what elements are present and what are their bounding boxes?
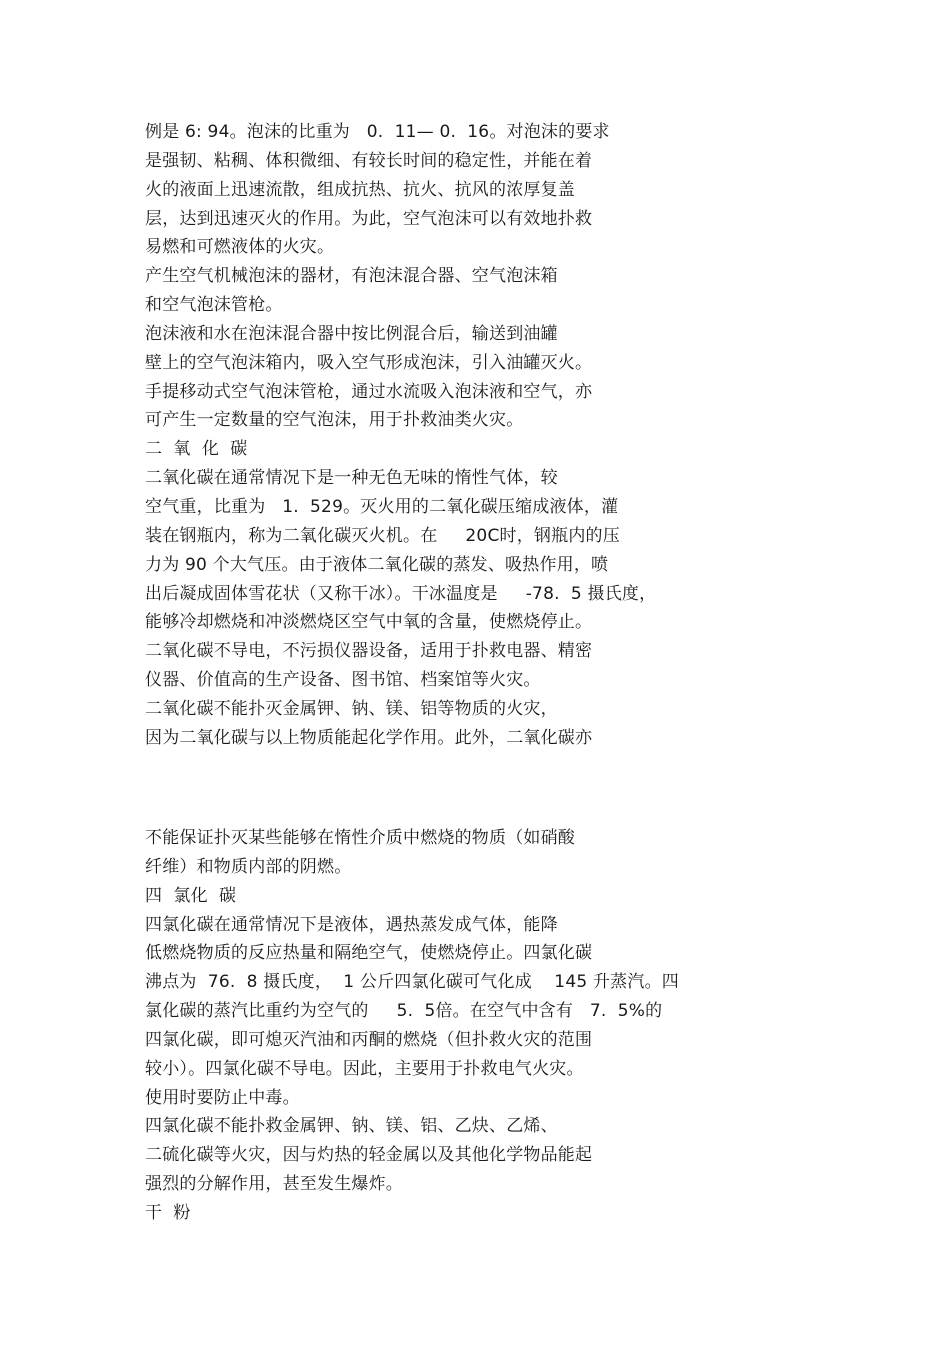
text-line: 火的液面上迅速流散，组成抗热、抗火、抗风的浓厚复盖 xyxy=(145,179,575,200)
text-block-top xyxy=(145,118,705,753)
text-line: 易燃和可燃液体的火灾。 xyxy=(145,237,335,258)
text-line: 装在钢瓶内，称为二氧化碳灭火机。在 20C时，钢瓶内的压 xyxy=(145,525,620,546)
text-line: 空气重，比重为 1. 529。灭火用的二氧化碳压缩成液体，灌 xyxy=(145,496,619,517)
text-line: 氯化碳的蒸汽比重约为空气的 5. 5倍。在空气中含有 7. 5%的 xyxy=(145,1001,663,1022)
text-line: 二氧化碳不导电，不污损仪器设备，适用于扑救电器、精密 xyxy=(145,641,593,662)
text-block-bottom xyxy=(145,824,705,1228)
text-line: 四氯化碳在通常情况下是液体，遇热蒸发成气体，能降 xyxy=(145,914,558,935)
text-line: 仪器、价值高的生产设备、图书馆、档案馆等火灾。 xyxy=(145,670,541,691)
text-line: 出后凝成固体雪花状（又称干冰）。干冰温度是 -78. 5 摄氏度， xyxy=(145,583,657,604)
section-heading-co2: 二 氧 化 碳 xyxy=(145,439,248,460)
text-line: 较小）。四氯化碳不导电。因此，主要用于扑救电气火灾。 xyxy=(145,1058,584,1079)
text-line: 力为 90 个大气压。由于液体二氧化碳的蒸发、吸热作用，喷 xyxy=(145,554,609,575)
text-line: 纤维）和物质内部的阴燃。 xyxy=(145,856,352,877)
text-line: 四氯化碳，即可熄灭汽油和丙酮的燃烧（但扑救火灾的范围 xyxy=(145,1029,593,1050)
text-line: 可产生一定数量的空气泡沫，用于扑救油类火灾。 xyxy=(145,410,524,431)
text-line: 泡沫液和水在泡沫混合器中按比例混合后，输送到油罐 xyxy=(145,323,558,344)
text-line: 手提移动式空气泡沫管枪，通过水流吸入泡沫液和空气，亦 xyxy=(145,381,593,402)
text-line: 因为二氧化碳与以上物质能起化学作用。此外，二氧化碳亦 xyxy=(145,727,593,748)
text-line: 沸点为 76. 8 摄氏度， 1 公斤四氯化碳可气化成 145 升蒸汽。四 xyxy=(145,972,679,993)
text-line: 层，达到迅速灭火的作用。为此，空气泡沫可以有效地扑救 xyxy=(145,208,593,229)
text-line: 强烈的分解作用，甚至发生爆炸。 xyxy=(145,1174,403,1195)
text-line: 低燃烧物质的反应热量和隔绝空气，使燃烧停止。四氯化碳 xyxy=(145,943,593,964)
text-line: 不能保证扑灭某些能够在惰性介质中燃烧的物质（如硝酸 xyxy=(145,828,575,848)
text-line: 例是 6: 94。泡沫的比重为 0. 11— 0. 16。对泡沫的要求 xyxy=(145,122,610,142)
section-heading-ccl4: 四 氯化 碳 xyxy=(145,885,237,906)
text-line: 使用时要防止中毒。 xyxy=(145,1087,300,1108)
section-heading-dry-powder: 干 粉 xyxy=(145,1202,191,1223)
text-line: 是强韧、粘稠、体积微细、有较长时间的稳定性，并能在着 xyxy=(145,150,593,171)
text-line: 能够冷却燃烧和冲淡燃烧区空气中氧的含量，使燃烧停止。 xyxy=(145,612,593,633)
text-line: 和空气泡沫管枪。 xyxy=(145,295,283,316)
text-line: 二氧化碳不能扑灭金属钾、钠、镁、铝等物质的火灾， xyxy=(145,698,558,719)
text-line: 四氯化碳不能扑救金属钾、钠、镁、铝、乙炔、乙烯、 xyxy=(145,1116,558,1137)
text-line: 二氧化碳在通常情况下是一种无色无味的惰性气体，较 xyxy=(145,468,558,489)
text-line: 壁上的空气泡沫箱内，吸入空气形成泡沫，引入油罐灭火。 xyxy=(145,352,593,373)
text-line: 二硫化碳等火灾，因与灼热的轻金属以及其他化学物品能起 xyxy=(145,1145,593,1166)
text-line: 产生空气机械泡沫的器材，有泡沫混合器、空气泡沫箱 xyxy=(145,266,558,287)
